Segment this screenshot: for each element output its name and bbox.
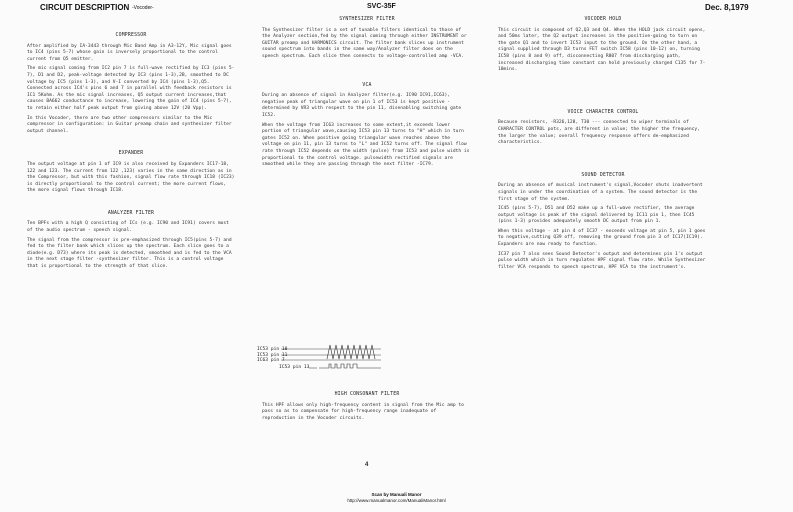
document-date: Dec. 8,1979 xyxy=(705,3,749,12)
compressor-paragraph-2: The mic signal coming from IC2 pin 7 is full-wave rectified by IC3 (pins 5-7), D1 and D2, peak-voltage detected by IC3 (pins 1-3),2B, smoothed to DC voltage by IC5 (pins 1-3), and V-I converted by IC4 (pins 1-3),Q5. Connected across IC4's pins 6 and 7 in parallel with feedback resistors is IC1 5Kohm. As the mic signal increases, Q5 output current increases,that causes BA662 conductance to increase, lowering the gain of IC4 (pins 5-7), to retain either half peak output from giving above 12V (20 Vpp). xyxy=(27,66,235,111)
vca-paragraph-1: During an absence of signal in Analyzer filter(e.g. IC90 IC91,IC63), negative peak of triangular wave on pin 1 of IC53 is kept positive -determined by VR3 with respect to the pin 11, disenabling switching gate IC52. xyxy=(262,93,462,118)
hpf-paragraph: This HPF allows only high-frequency content in signal from the Mic amp to pass so as to compensate for high-frequency range inadequate of reproduction in the Vocoder circuits. xyxy=(262,402,464,421)
page-number: 4 xyxy=(365,462,369,468)
footer-scan-credit: Scan by Manuali Manor xyxy=(371,492,422,497)
diagram-label-pin11: IC53 pin 11 xyxy=(257,353,288,358)
column-right xyxy=(498,17,708,274)
column-left xyxy=(27,33,235,274)
triangular-wave xyxy=(327,345,375,359)
hold-paragraph: This circuit is composed of Q2,Q3 and Q4. When the HOLD jack circuit opens, and 50ms later, the Q2 output increases in the positive-going to turn on the gate Q1 and to invert IC53 input to the ground. On the other hand, a signal supplied through D3 turns FET switch IC58 (pins 10-12) on, turning IC58 (pins 8 and 9) off, disconnecting R807 from discharging path, increased discharging time constant can hold previously charged C135 for 7-10mins. xyxy=(498,27,706,73)
synthesizer-paragraph: The Synthesizer filter is a set of tunable filters identical to those of the Analyzer section,fed by the signal coming through either INSTRUMENT or GUITAR preamp and HARMONICS circuit. The filter bank slices up instrument sound spectrum into bands in the same way/Analyzer filter does on the speech spectrum. Each slice then connects to voltage-controlled amp -VCA. xyxy=(262,27,467,59)
document-center-code: SVC-35F xyxy=(367,3,396,10)
sound-paragraph-1: During an absence of musical instrument's signal,Vocoder shuts inadvertent signals in under the coordination of a system. The sound detector is the first stage of the system. xyxy=(498,183,703,202)
sound-paragraph-2: IC45 (pins 5-7), D51 and D52 make up a full-wave rectifier, the average output voltage is peak of the signal delivered by IC11 pin 1, then IC45 (pins 1-3) provides adequately smooth DC output from pin 1. xyxy=(498,206,695,225)
voice-character-paragraph: Because resistors, -R326,128, T30 --- connected to wiper terminals of CHARACTER CONTROL pots, are different in value; the higher the frequency, the larger the value; overall frequency response offers de-emphasized characteristics. xyxy=(498,120,700,146)
diagram-label-pin7: IC63 pin 7 xyxy=(257,358,285,363)
compressor-paragraph-1: After amplified by IA-3443 through Mic Band Amp in A3-12Y, Mic signal goes to IC4 (pins 5-7) whose gain is inversely proportional to the control current from Q5 emitter. xyxy=(27,43,232,62)
pin13-pulse-train xyxy=(319,364,381,368)
expander-heading: EXPANDER xyxy=(118,151,144,157)
compressor-heading: COMPRESSOR xyxy=(115,33,147,38)
sound-paragraph-3: When this voltage - at pin 4 of IC37 - exceeds voltage at pin 5, pin 1 goes to negative,cutting Q39 off, removing the ground from pin 3 of IC17(IC19). Expanders are now ready to function. xyxy=(498,228,706,248)
expander-paragraph: The output voltage at pin 1 of IC9 is also received by Expanders IC17-18, 122 and 123. The current from 122 ,123) varies in the same direction as in the Compressor, but with this fashion, signal flow rate through IC18 (IC23) is directly proportional to the control current; the more current flows, the more signal flows through IC18. xyxy=(27,161,235,194)
document-model: -Vocoder- xyxy=(132,5,154,11)
hpf-heading: HIGH CONSONANT FILTER xyxy=(334,392,400,397)
diagram-label-pin10: IC53 pin 10 xyxy=(257,347,288,352)
analyzer-heading: ANALYZER FILTER xyxy=(107,210,155,216)
analyzer-paragraph-1: Ten BPFs with a high Q consisting of ICs (e.g. IC90 and IC91) covers most of the audio spectrum - speech signal. xyxy=(27,221,229,234)
compressor-paragraph-3: In this Vocoder, there are two other compressors similar to the Mic compressor in configuration: in Guitar preamp chain and synthesizer filter output channel. xyxy=(27,115,232,134)
voice-character-heading: VOICE CHARACTER CONTROL xyxy=(567,109,639,115)
footer-url: http://www.manualmanor.com/ManualiManor.html xyxy=(347,498,446,503)
diagram-label-pin13: IC53 pin 13 xyxy=(279,365,310,370)
column-middle xyxy=(262,17,472,172)
hpf-section xyxy=(262,392,472,425)
analyzer-paragraph-2: The signal from the compressor is pre-emphasized through IC5(pins 5-7) and fed to the filter bank which slices up the spectrum. Each slice goes to a diode(e.g. D73) where its peak is detected, smoothed and is fed to the VCA in the next stage filter -synthesizer filter. This is a control voltage that is proportional to the strength of that slice. xyxy=(27,237,232,270)
sound-detector-heading: SOUND DETECTOR xyxy=(581,172,625,178)
synthesizer-heading: SYNTHESIZER FILTER xyxy=(339,17,395,22)
vca-paragraph-2: When the voltage from IC63 increases to some extent,it exceeds lower portion of triangular wave,causing IC53 pin 13 turns to "H" which in turn gates IC52 on. When positive going triangular wave reaches above the voltage on pin 11, pin 13 turns to "L" and IC52 turns off. The signal flow rate through IC52 depends on the width (pulse) from IC53 and pulse width is proportional to the control voltage. pulsewidth rectified signals are smoothed while they are passing through the next filter -IC79. xyxy=(262,122,470,168)
document-title: CIRCUIT DESCRIPTION xyxy=(40,3,130,12)
vca-heading: VCA xyxy=(362,82,372,88)
sound-paragraph-4: IC37 pin 7 also sees Sound Detector's output and determines pin 1's output pulse width which in turn regulates HPF signal flow rate. While Synthesizer filter VCA responds to speech spectrum, HPF VCA to the instrument's. xyxy=(498,251,706,270)
hold-heading: VOCODER HOLD xyxy=(584,17,622,22)
